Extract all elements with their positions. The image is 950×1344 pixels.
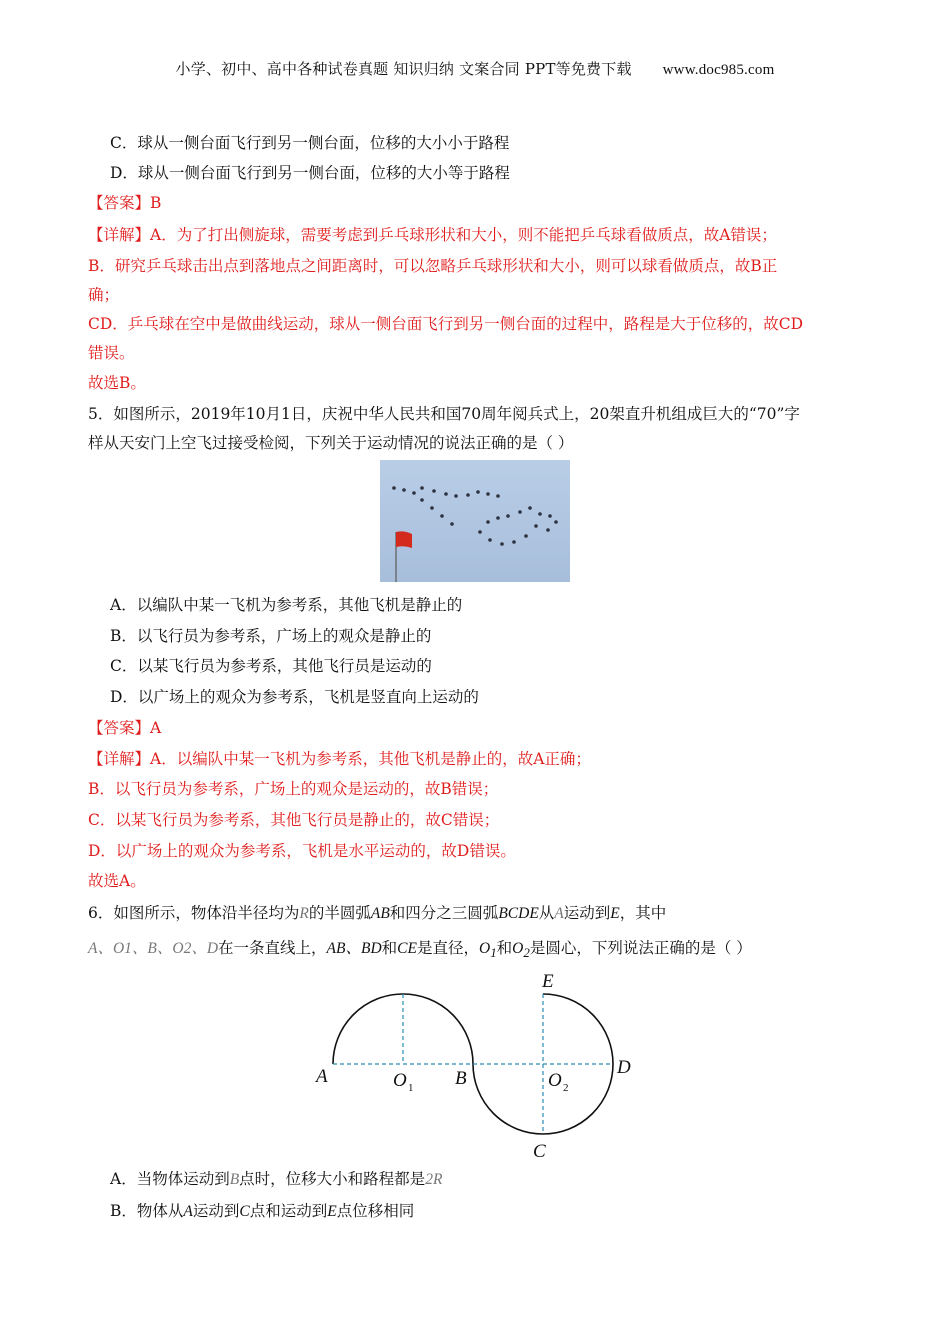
red-flag [396,531,412,548]
q6-option-a [110,1169,442,1190]
label-a: A [316,1066,328,1087]
q5-conclusion: 故选A。 [88,872,146,890]
q6-symbol-r: R [299,905,309,922]
q6-option-a-symbol-2r: 2R [425,1171,443,1188]
q6-option-b-text: B．物体从 [110,1202,184,1220]
q6-option-b-text: 点位移相同 [336,1202,415,1220]
q5-option-c: C．以某飞行员为参考系，其他飞行员是运动的 [110,657,432,675]
q5-detail-4: D．以广场上的观众为参考系，飞机是水平运动的，故D错误。 [88,842,516,860]
q6-option-b-text: 点和运动到 [249,1202,328,1220]
label-d: D [617,1057,631,1078]
q6-stem-line-1 [88,903,666,924]
arc-path-diagram [300,960,650,1165]
q5-answer: 【答案】A [88,719,162,737]
q6-symbol-o2: $O_2$ [512,940,530,961]
q6-symbol-bcde: BCDE [498,905,539,922]
q6-symbol-e: E [610,905,620,922]
q5-detail-1: 【详解】A．以编队中某一飞机为参考系，其他飞机是静止的，故A正确； [88,750,591,768]
q6-option-a-text: A．当物体运动到 [110,1170,230,1188]
header-text: 小学、初中、高中各种试卷真题 知识归纳 文案合同 PPT等免费下载 [175,60,632,78]
q4-answer: 【答案】B [88,194,162,212]
label-e: E [542,971,554,992]
helicopter-dots [392,486,558,546]
q6-stem-text: 在一条直线上， [218,939,327,957]
label-o1-subscript: 1 [408,1082,414,1094]
q6-option-b-text: 运动到 [192,1202,240,1220]
q6-symbol-ab: AB [370,905,390,922]
q6-stem-text: 运动到 [563,904,611,922]
q4-detail-4: CD．乒乓球在空中是做曲线运动，球从一侧台面飞行到另一侧台面的过程中，路程是大于位移的，故CD [88,315,804,333]
q6-option-a-text: 点时，位移大小和路程都是 [239,1170,426,1188]
q4-conclusion: 故选B。 [88,374,146,392]
q6-stem-text: 是圆心，下列说法正确的是（ ） [529,939,752,957]
label-b: B [455,1068,467,1089]
photo-illustration [380,460,570,582]
q4-detail-1: 【详解】A．为了打出侧旋球，需要考虑到乒乓球形状和大小，则不能把乒乓球看做质点，故A错误； [88,226,777,244]
q6-option-a-symbol-b: B [229,1171,240,1188]
q6-stem-text: 是直径， [416,939,479,957]
q6-symbol-a: A [554,905,564,922]
q6-option-b-symbol-a: A [183,1203,193,1220]
q6-stem-text: 和四分之三圆弧 [389,904,499,922]
q6-collinear-points: A、O1、B、O2、D [88,940,219,957]
q6-option-b [110,1201,414,1222]
label-o2: O [548,1070,562,1091]
q6-stem-text: 的半圆弧 [308,904,371,922]
q4-detail-5: 错误。 [88,344,135,362]
helicopter-formation-photo [380,460,570,582]
q4-detail-3: 确； [88,286,120,304]
page-header [0,58,950,79]
q6-stem-text: 和 [381,939,398,957]
q6-stem-text: 和 [496,939,513,957]
q6-option-b-symbol-c: C [239,1203,250,1220]
label-c: C [533,1141,546,1162]
q5-option-a: A．以编队中某一飞机为参考系，其他飞机是静止的 [110,596,463,614]
q6-option-b-symbol-e: E [327,1203,337,1220]
q6-stem-text: ，其中 [619,904,667,922]
q4-option-c: C．球从一侧台面飞行到另一侧台面，位移的大小小于路程 [110,134,510,152]
dashed-guides [333,994,613,1134]
q5-option-b: B．以飞行员为参考系，广场上的观众是静止的 [110,627,432,645]
q5-detail-3: C．以某飞行员为参考系，其他飞行员是静止的，故C错误； [88,811,500,829]
q5-stem-line-1: 5．如图所示，2019年10月1日，庆祝中华人民共和国70周年阅兵式上，20架直升机组成巨大的“70”字 [88,405,800,423]
q4-detail-2: B．研究乒乓球击出点到落地点之间距离时，可以忽略乒乓球形状和大小，则可以球看做质点，故B正 [88,257,778,275]
q6-stem-text: 6．如图所示，物体沿半径均为 [88,904,300,922]
q4-option-d: D．球从一侧台面飞行到另一侧台面，位移的大小等于路程 [110,164,510,182]
q5-stem-line-2: 样从天安门上空飞过接受检阅，下列关于运动情况的说法正确的是（ ） [88,434,574,452]
q5-detail-2: B．以飞行员为参考系，广场上的观众是运动的，故B错误； [88,780,499,798]
q5-option-d: D．以广场上的观众为参考系，飞机是竖直向上运动的 [110,688,479,706]
q6-symbol-ab-bd: AB、BD [326,940,382,957]
label-o2-subscript: 2 [563,1082,569,1094]
q6-symbol-ce: CE [397,940,417,957]
label-o1: O [393,1070,407,1091]
q6-stem-text: 从 [538,904,555,922]
header-url[interactable]: www.doc985.com [662,62,775,78]
q6-symbol-o1: $O_1$ [479,940,497,961]
